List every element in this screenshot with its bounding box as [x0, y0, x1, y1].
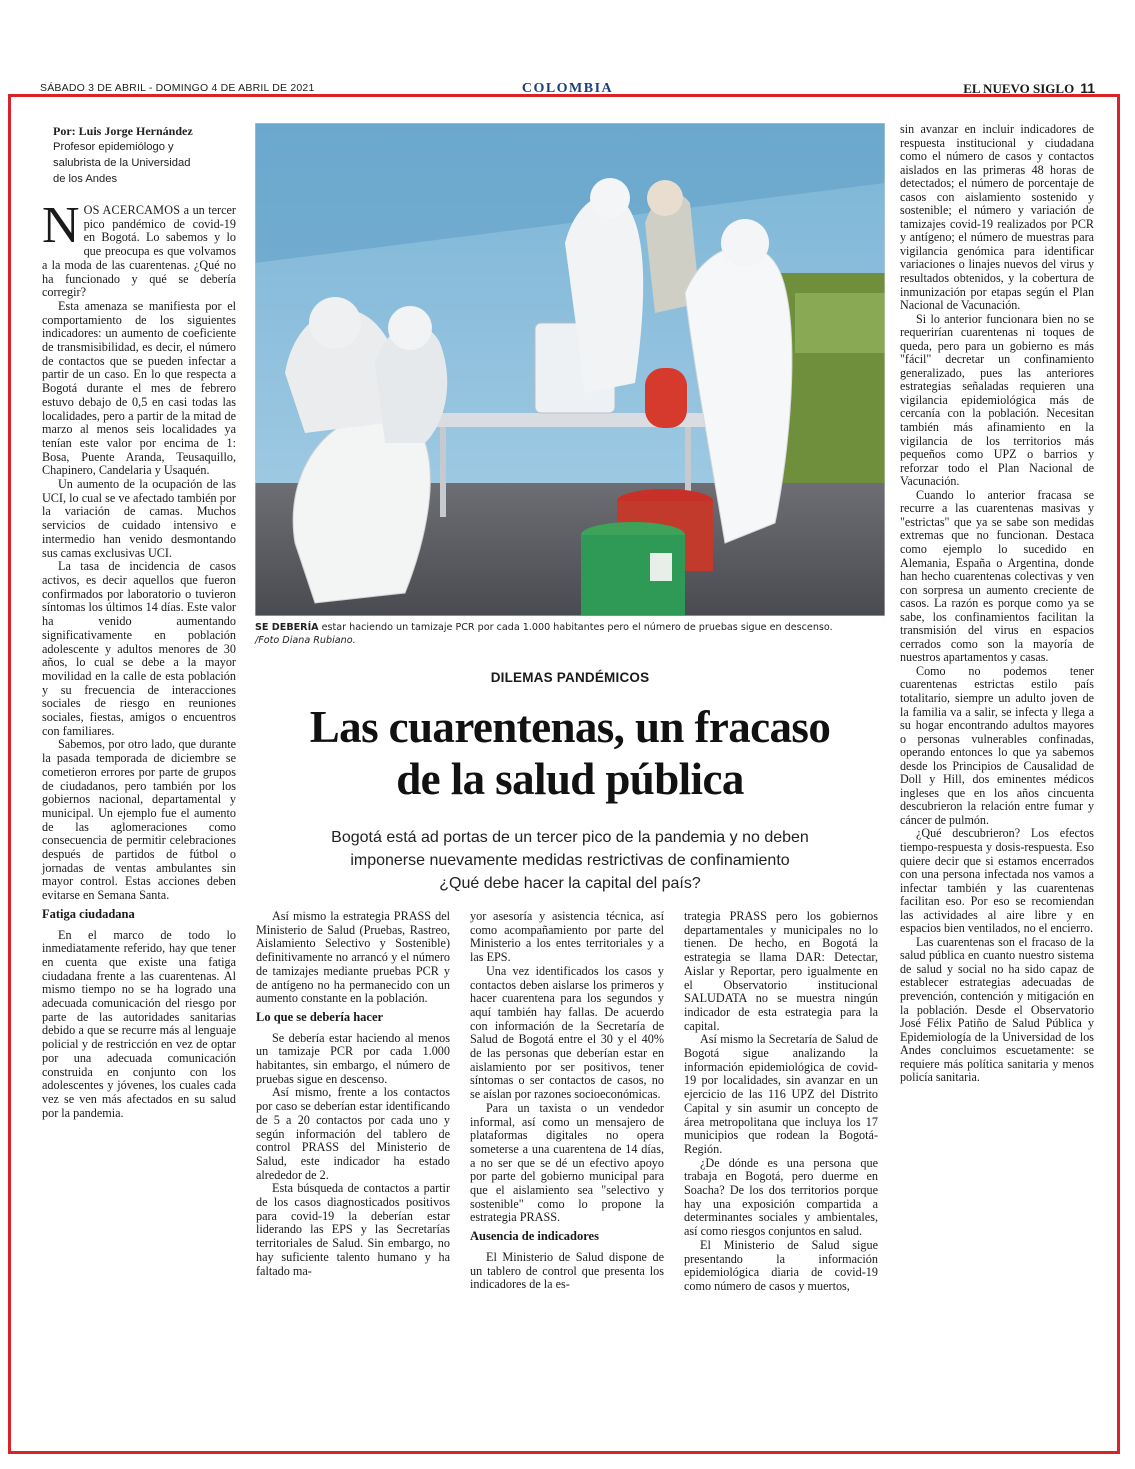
subheading: Fatiga ciudadana: [42, 906, 135, 921]
subheadline: [255, 826, 885, 895]
paragraph: Así mismo, frente a los contactos por caso se deberían estar identificando de 5 a 20 contactos por cada uno y según información del tablero de control PRASS del Ministerio de Salud, este indicador ha estado alrededor de 2.: [256, 1085, 450, 1182]
paragraph: Así mismo la estrategia PRASS del Ministerio de Salud (Pruebas, Rastreo, Aislamiento Selectivo y Sostenible) definitivamente no arrancó y el número de tamizajes mediante pruebas PCR y de antígeno no ha permanecido con un aumento constante en la población.: [256, 909, 450, 1006]
subheading: Lo que se debería hacer: [256, 1009, 384, 1024]
author-name: Por: Luis Jorge Hernández: [53, 124, 193, 138]
article-column-1: [42, 197, 236, 1120]
headline: [255, 701, 885, 805]
section-name: COLOMBIA: [521, 81, 614, 96]
paragraph: La tasa de incidencia de casos activos, es decir aquellos que fueron confirmados por laboratorio o tuvieron síntomas los últimos 14 días. Este valor ha venido aumentando significativamente en población adolescente y adultos menores de 30 años, lo cual se debe a la mayor movilidad en la calle de esta población y su frecuencia de interacciones sociales de riesgo en reuniones sociales, fiestas, amigos o encuentros con familiares.: [42, 559, 236, 738]
lead-paragraph: NOS ACERCAMOS a un tercer pico pandémico de covid-19 en Bogotá. Lo sabemos y lo que preocupa es que volvamos a la moda de las cuarentenas. ¿Qué no ha funcionado y qué se debería corregir?: [42, 197, 236, 300]
author-role-line: salubrista de la Universidad: [53, 157, 191, 169]
paragraph: El Ministerio de Salud dispone de un tablero de control que presenta los indicadores de la es-: [470, 1249, 664, 1292]
dek-line: imponerse nuevamente medidas restrictivas de confinamiento: [350, 852, 790, 869]
paragraph: ¿Qué descubrieron? Los efectos tiempo-respuesta y dosis-respuesta. Eso quiere decir que si estamos encerrados con una persona infectada nos vamos a infectar también y las cuarentenas facilitan eso. Por eso se recomiendan las actividades al aire libre y en espacios bien ventilados, no el encierro.: [900, 826, 1094, 936]
paragraph: Si lo anterior funcionara bien no se requerirían cuarentenas ni toques de queda, pero para un gobierno es más "fácil" decretar un confinamiento generalizado, pues las anteriores estrategias señaladas requieren una vigilancia epidemiológica más de cercanía con la población. Necesitan también más afinamiento en la vigilancia de los territorios más pequeños como UPZ o barrios y reforzar todo el Plan Nacional de Vacunación.: [900, 311, 1094, 489]
paragraph: En el marco de todo lo inmediatamente referido, hay que tener en cuenta que existe una fatiga ciudadana frente a las cuarentenas. Al mismo tiempo no se ha logrado una adecuada comunicación del riesgo por parte de las autoridades sanitarias debido a que se recurre más al lenguaje policial y de restricción en vez de optar por una adecuada comunicación construida en conjunto con los adolescentes y jóvenes, los cuales cada vez se ven más afectados en su salud por la pandemia.: [42, 927, 236, 1120]
paragraph: Esta amenaza se manifiesta por el comportamiento de los siguientes indicadores: un aumento de coeficiente de transmisibilidad, es decir, el número de contactos que se pueden infectar a partir de un caso. En lo que respecta a Bogotá durante el mes de febrero estuvo debajo de 0,5 en casi todas las localidades, pero a partir de la mitad de marzo al menos seis localidades ya tenían este valor por encima de 1: Bosa, Puente Aranda, Teusaquillo, Chapinero, Candelaria y Usaquén.: [42, 298, 236, 478]
paragraph: Para un taxista o un vendedor informal, así como un mensajero de plataformas digitales no opera someterse a una cuarentena de 14 días, a no ser que se dé un efectivo apoyo por parte del gobierno municipal para que el aislamiento sea "selectivo y sostenible" como lo propone la estrategia PRASS.: [470, 1100, 664, 1225]
paragraph: Sabemos, por otro lado, que durante la pasada temporada de diciembre se cometieron errores por parte de grupos de ciudadanos, pero también por los gobiernos nacional, departamental y municipal. Un ejemplo fue el aumento de las aglomeraciones como consecuencia de permitir celebraciones después de partidos de fútbol o jornadas de ventas ambulantes sin mayor control. Estas acciones deben evitarse en Semana Santa.: [42, 737, 236, 903]
paragraph: Cuando lo anterior fracasa se recurre a las cuarentenas masivas y "estrictas" que ya se sabe son medidas extremas que no funcionan. Destaca como ejemplo lo sucedido en Alemania, España o Argentina, donde han hecho cuarentenas colectivas y ven con sorpresa un aumento creciente de casos. La razón es porque como ya se sabe, los confinamientos facilitan la transmisión del virus en espacios cerrados como son la mayoría de nuestros apartamentos y casas.: [900, 487, 1094, 665]
newspaper-name: EL NUEVO SIGLO: [963, 81, 1075, 96]
article-column-4: [684, 910, 878, 1294]
photo-caption: [255, 621, 885, 647]
paragraph: Se debería estar haciendo al menos un tamizaje PCR por cada 1.000 habitantes, sin embargo, el número de pruebas sigue en descenso.: [256, 1030, 450, 1086]
byline: [53, 123, 243, 187]
lead-caps: OS ACERCAMOS: [83, 203, 181, 217]
page-number: 11: [1080, 80, 1095, 96]
article-column-5: [900, 123, 1094, 1085]
photo-health-workers-testing-tent: [255, 123, 885, 616]
news-photo: [255, 123, 885, 616]
paragraph: Esta búsqueda de contactos a partir de los casos diagnosticados positivos para covid-19 la deberían estar liderando las EPS y las Secretarías territoriales de Salud. Sin embargo, no hay suficiente talento humano y ha faltado ma-: [256, 1181, 450, 1278]
caption-lead: SE DEBERÍA: [255, 622, 319, 633]
drop-cap: N: [42, 197, 80, 254]
photo-credit: /Foto Diana Rubiano.: [255, 635, 356, 646]
paragraph: Así mismo la Secretaría de Salud de Bogotá sigue analizando la información epidemiológica de covid-19 por localidades, sin avanzar en un ejercicio de las 116 UPZ del Distrito Capital y sin asumir un concepto de área metropolitana que incluya los 17 municipios que rodean la Bogotá-Región.: [684, 1032, 878, 1156]
paragraph: El Ministerio de Salud sigue presentando la información epidemiológica diaria de covid-19 como número de casos y muertos,: [684, 1237, 878, 1293]
kicker: DILEMAS PANDÉMICOS: [490, 670, 650, 685]
headline-line: de la salud pública: [396, 754, 744, 804]
article-column-3: [470, 910, 664, 1292]
subheading: Ausencia de indicadores: [470, 1229, 599, 1244]
dek-line: ¿Qué debe hacer la capital del país?: [439, 875, 701, 892]
dek-line: Bogotá está ad portas de un tercer pico de la pandemia y no deben: [331, 829, 809, 846]
paragraph: ¿De dónde es una persona que trabaja en Bogotá, pero duerme en Soacha? De los dos territorios porque hay una exposición compartida a determinantes sociales y ambientales, así como riesgos conjuntos en salud.: [684, 1155, 878, 1239]
paragraph: sin avanzar en incluir indicadores de respuesta institucional y ciudadana como el número de casos y contactos aislados en las primeras 48 horas de detectados; el número de porcentaje de casos con aislamiento sostenido y sostenible; el número y variación de tamizajes covid-19 realizados por PCR y antígeno; el número de muestras para vigilancia genómica para identificar variaciones o linajes nuevos del virus y resultados obtenidos, y la cobertura de inmunización por etapas según el Plan Nacional de Vacunación.: [900, 122, 1094, 313]
author-role-line: Profesor epidemiólogo y: [53, 141, 174, 153]
paragraph: Una vez identificados los casos y contactos deben aislarse los primeros y hacer cuarentena para los segundos y aquí también hay fallas. De acuerdo con información de la Secretaría de Salud de Bogotá entre el 30 y el 40% de las personas que deberían estar en aislamiento por ser positivos, tener síntomas o ser contactos de casos, no se aíslan por razones socioeconómicas.: [470, 963, 664, 1102]
headline-line: Las cuarentenas, un fracaso: [309, 702, 831, 752]
paragraph: Un aumento de la ocupación de las UCI, lo cual se ve afectado también por la variación de camas. Muchos servicios de cuidado intensivo e intermedio han venido desmontando sus camas exclusivas UCI.: [42, 477, 236, 560]
paragraph: Las cuarentenas son el fracaso de la salud pública en cuanto nuestro sistema de salud y social no ha sido capaz de establecer estrategias adecuadas de prevención, contención y mitigación en la población. Desde el Observatorio José Félix Patiño de Salud Pública y Epidemiología de la Universidad de los Andes concluimos escuetamente: se requiere más política sanitaria y menos policía sanitaria.: [900, 934, 1094, 1085]
caption-text: estar haciendo un tamizaje PCR por cada 1.000 habitantes pero el número de pruebas sigue en descenso.: [318, 622, 833, 633]
paragraph: trategia PRASS pero los gobiernos departamentales y municipales no lo tienen. De hecho, en Bogotá la estrategia se llama DAR: Detectar, Aislar y Reportar, pero igualmente en el Observatorio institucional SALUDATA no se muestra ningún indicador de esta estrategia para la capital.: [684, 909, 878, 1033]
paragraph: Como no podemos tener cuarentenas estrictas estilo país totalitario, siempre un adulto joven de la familia va a salir, se infecta y llega a su hogar encontrando adultos mayores o personas vulnerables confinadas, operando entonces lo que ya sabemos desde los Principios de Causalidad de Doll y Hill, dos eminentes médicos ingleses que en los años cincuenta descubrieron la relación entre fumar y cáncer de pulmón.: [900, 663, 1094, 827]
paragraph: yor asesoría y asistencia técnica, así como acompañamiento por parte del Ministerio a los entes territoriales y a las EPS.: [470, 909, 664, 965]
author-role-line: de los Andes: [53, 173, 118, 185]
issue-date: SÁBADO 3 DE ABRIL - DOMINGO 4 DE ABRIL DE 2021: [40, 82, 315, 94]
article-column-2: [256, 910, 450, 1278]
